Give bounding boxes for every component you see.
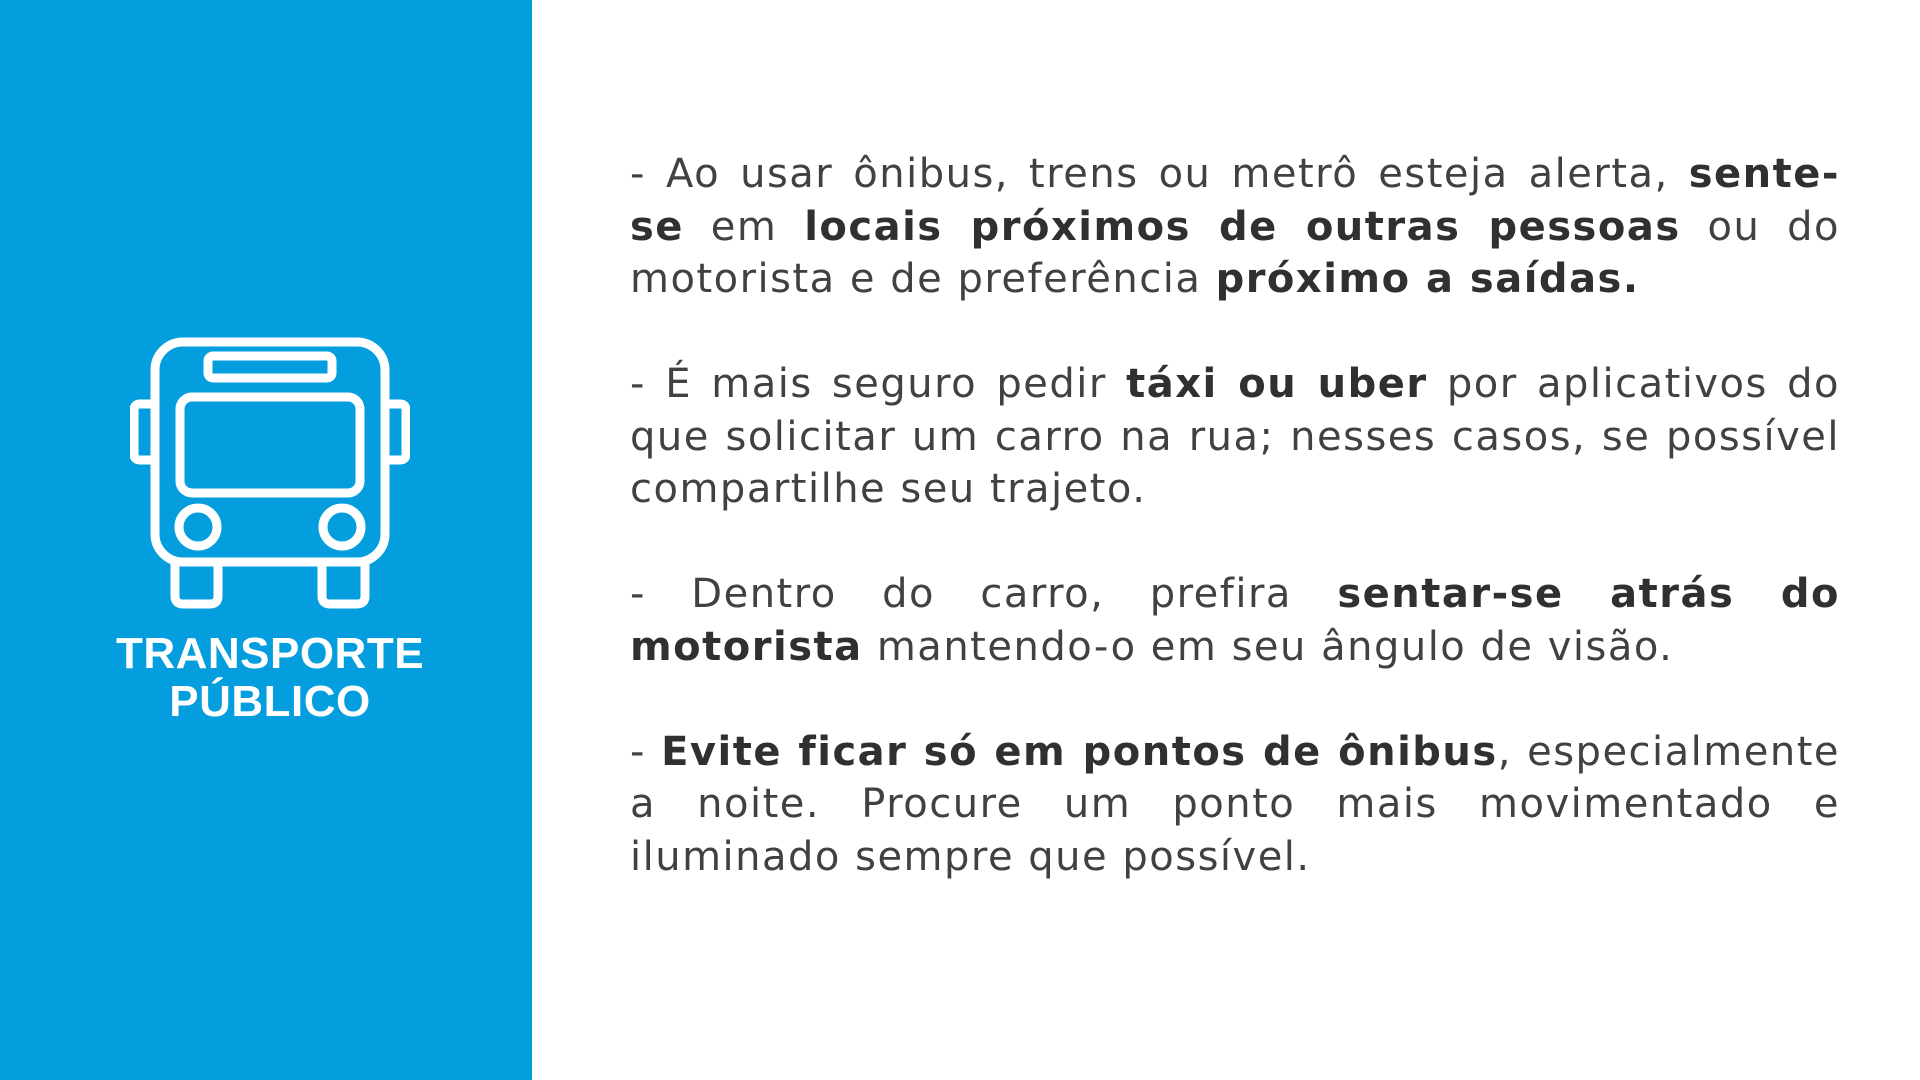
text-segment: - É mais seguro pedir	[630, 361, 1127, 407]
bold-segment: sente-se	[630, 151, 1840, 250]
tip-paragraph	[630, 148, 1840, 306]
tip-paragraph	[630, 568, 1840, 673]
text-segment: , especialmente a noite. Procure um ponto mais movimentado e iluminado sempre que possível.	[630, 728, 1840, 880]
bus-icon	[130, 334, 410, 614]
bold-segment: Evite ficar só em pontos de ônibus	[661, 728, 1498, 775]
text-segment: -	[630, 728, 662, 775]
sidebar-panel	[0, 0, 532, 1080]
text-segment: mantendo-o em seu ângulo de visão.	[862, 623, 1674, 670]
text-segment: - Ao usar ônibus, trens ou metrô esteja alerta,	[630, 151, 1689, 197]
sidebar-title-line-2: PÚBLICO	[169, 677, 371, 726]
sidebar-title	[0, 630, 540, 726]
bold-segment: locais próximos de outras pessoas	[804, 203, 1681, 250]
bold-segment: sentar-se atrás do motorista	[630, 571, 1841, 670]
text-segment: - Dentro do carro, prefira	[630, 571, 1338, 617]
tip-paragraph	[630, 726, 1840, 884]
text-segment: ou do motorista e de preferência	[630, 203, 1840, 302]
safety-tips-text	[630, 148, 1840, 883]
sidebar-title-line-1: TRANSPORTE	[115, 629, 425, 678]
text-segment: em	[683, 203, 805, 250]
bold-segment: táxi ou uber	[1126, 361, 1428, 407]
bold-segment: próximo a saídas.	[1215, 256, 1640, 302]
text-segment: por aplicativos do que solicitar um carro na rua; nesses casos, se possível compartilhe seu trajeto.	[630, 361, 1840, 512]
tip-paragraph	[630, 358, 1840, 516]
